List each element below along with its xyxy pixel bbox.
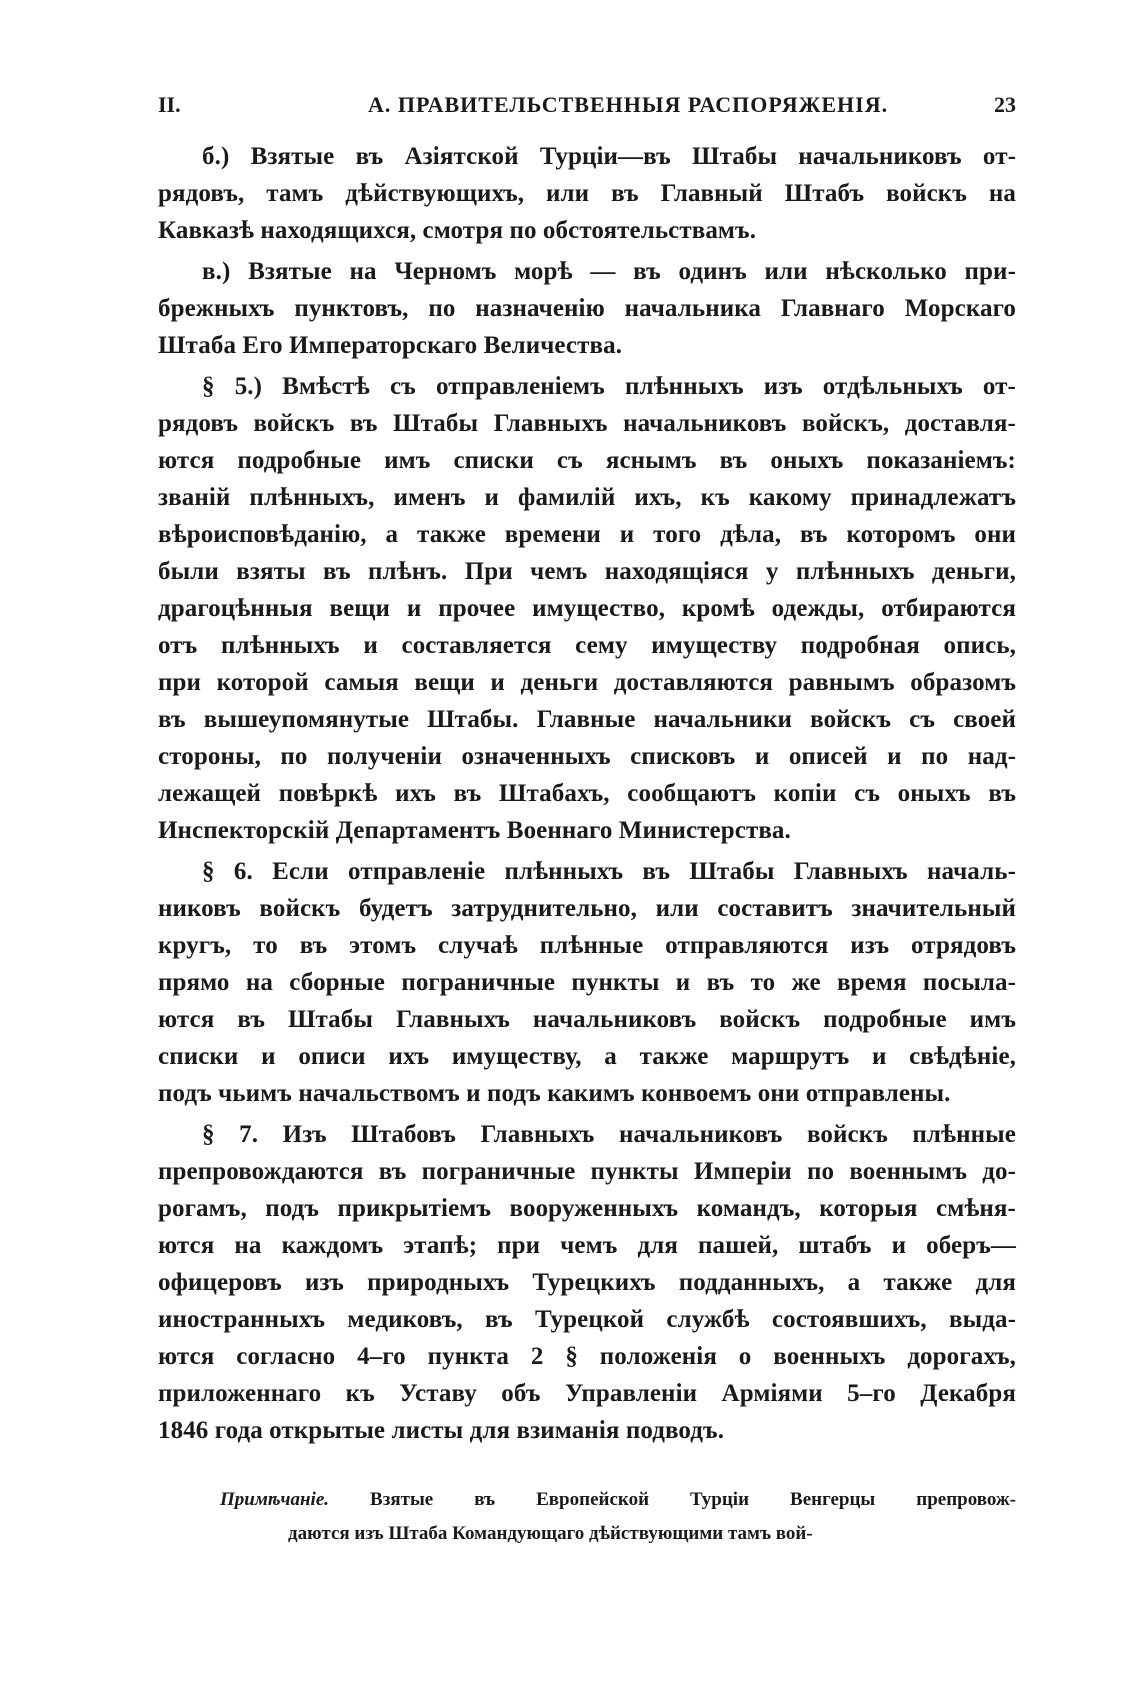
text-line: ются согласно 4–го пункта 2 § положенія о военныхъ дорогахъ, — [158, 1343, 1016, 1370]
text-line: § 5.) Вмѣстѣ съ отправленіемъ плѣнныхъ изъ отдѣльныхъ от- — [202, 373, 1016, 400]
text-line: рядовъ войскъ въ Штабы Главныхъ начальниковъ войскъ, доставля- — [158, 410, 1016, 437]
main-text — [158, 138, 1016, 1449]
text-line: никовъ войскъ будетъ затруднительно, или составитъ значительный — [158, 895, 1016, 922]
text-line: въ вышеупомянутые Штабы. Главные начальники войскъ съ своей — [158, 706, 1016, 733]
footnote-label: Примѣчаніе. — [220, 1489, 330, 1510]
text-line: приложеннаго къ Уставу объ Управленіи Арміями 5–го Декабря — [158, 1380, 1016, 1407]
text-line: б.) Взятые въ Азіятской Турціи—въ Штабы начальниковъ от- — [202, 143, 1016, 170]
page-header — [158, 84, 1016, 124]
text-line: лежащей повѣркѣ ихъ въ Штабахъ, сообщаютъ копіи съ оныхъ въ — [158, 780, 1016, 807]
text-line: препровождаются въ пограничные пункты Имперіи по военнымъ до- — [158, 1158, 1016, 1185]
text-line: подъ чьимъ начальствомъ и подъ какимъ конвоемъ они отправлены. — [158, 1080, 951, 1107]
section-6 — [158, 853, 1016, 1112]
text-line: рядовъ, тамъ дѣйствующихъ, или въ Главный Штабъ войскъ на — [158, 180, 1016, 207]
footnote-line — [158, 1483, 1016, 1517]
text-line: в.) Взятые на Черномъ морѣ — въ одинъ или нѣсколько при- — [202, 258, 1016, 285]
text-line: иностранныхъ медиковъ, въ Турецкой службѣ состоявшихъ, выда- — [158, 1306, 1016, 1333]
text-line: при которой самыя вещи и деньги доставляются равнымъ образомъ — [158, 669, 1016, 696]
section-5 — [158, 368, 1016, 849]
text-line: Инспекторскій Департаментъ Военнаго Министерства. — [158, 817, 791, 844]
text-line: были взяты въ плѣнъ. При чемъ находящіяся у плѣнныхъ деньги, — [158, 558, 1016, 585]
paragraph-v — [158, 253, 1016, 364]
text-line: ются въ Штабы Главныхъ начальниковъ войскъ подробные имъ — [158, 1006, 1016, 1033]
footnote — [158, 1483, 1016, 1551]
section-7 — [158, 1116, 1016, 1449]
text-line: Кавказѣ находящихся, смотря по обстоятельствамъ. — [158, 217, 757, 244]
paragraph-b — [158, 138, 1016, 249]
text-line: драгоцѣнныя вещи и прочее имущество, кромѣ одежды, отбираются — [158, 595, 1016, 622]
text-line: стороны, по полученіи означенныхъ списковъ и описей и по над- — [158, 743, 1016, 770]
text-line: офицеровъ изъ природныхъ Турецкихъ подданныхъ, а также для — [158, 1269, 1016, 1296]
text-line: кругъ, то въ этомъ случаѣ плѣнные отправляются изъ отрядовъ — [158, 932, 1016, 959]
text-line: званій плѣнныхъ, именъ и фамилій ихъ, къ какому принадлежатъ — [158, 484, 1016, 511]
text-line: ются на каждомъ этапѣ; при чемъ для пашей, штабъ и оберъ— — [158, 1232, 1016, 1259]
text-line: рогамъ, подъ прикрытіемъ вооруженныхъ командъ, которыя смѣня- — [158, 1195, 1016, 1222]
footnote-text: Взятые въ Европейской Турціи Венгерцы препровож- — [370, 1489, 1016, 1510]
section-number: II. — [158, 92, 181, 117]
text-line: Штаба Его Императорскаго Величества. — [158, 332, 623, 359]
text-line: отъ плѣнныхъ и составляется сему имуществу подробная опись, — [158, 632, 1016, 659]
text-line: прямо на сборные пограничные пункты и въ то же время посыла- — [158, 969, 1016, 996]
text-line: 1846 года открытые листы для взиманія подводъ. — [158, 1417, 725, 1444]
text-line: вѣроисповѣданію, а также времени и того дѣла, въ которомъ они — [158, 521, 1016, 548]
text-line: брежныхъ пунктовъ, по назначенію начальника Главнаго Морскаго — [158, 295, 1016, 322]
running-title: А. ПРАВИТЕЛЬСТВЕННЫЯ РАСПОРЯЖЕНІЯ. — [368, 92, 889, 117]
footnote-line: даются изъ Штаба Командующаго дѣйствующими тамъ вой- — [288, 1523, 813, 1544]
text-line: списки и описи ихъ имуществу, а также маршрутъ и свѣдѣніе, — [158, 1043, 1016, 1070]
text-line: § 6. Если отправленіе плѣнныхъ въ Штабы Главныхъ началь- — [202, 858, 1016, 885]
text-line: ются подробные имъ списки съ яснымъ въ оныхъ показаніемъ: — [158, 447, 1016, 474]
page-number: 23 — [994, 92, 1016, 117]
text-line: § 7. Изъ Штабовъ Главныхъ начальниковъ войскъ плѣнные — [202, 1121, 1016, 1148]
